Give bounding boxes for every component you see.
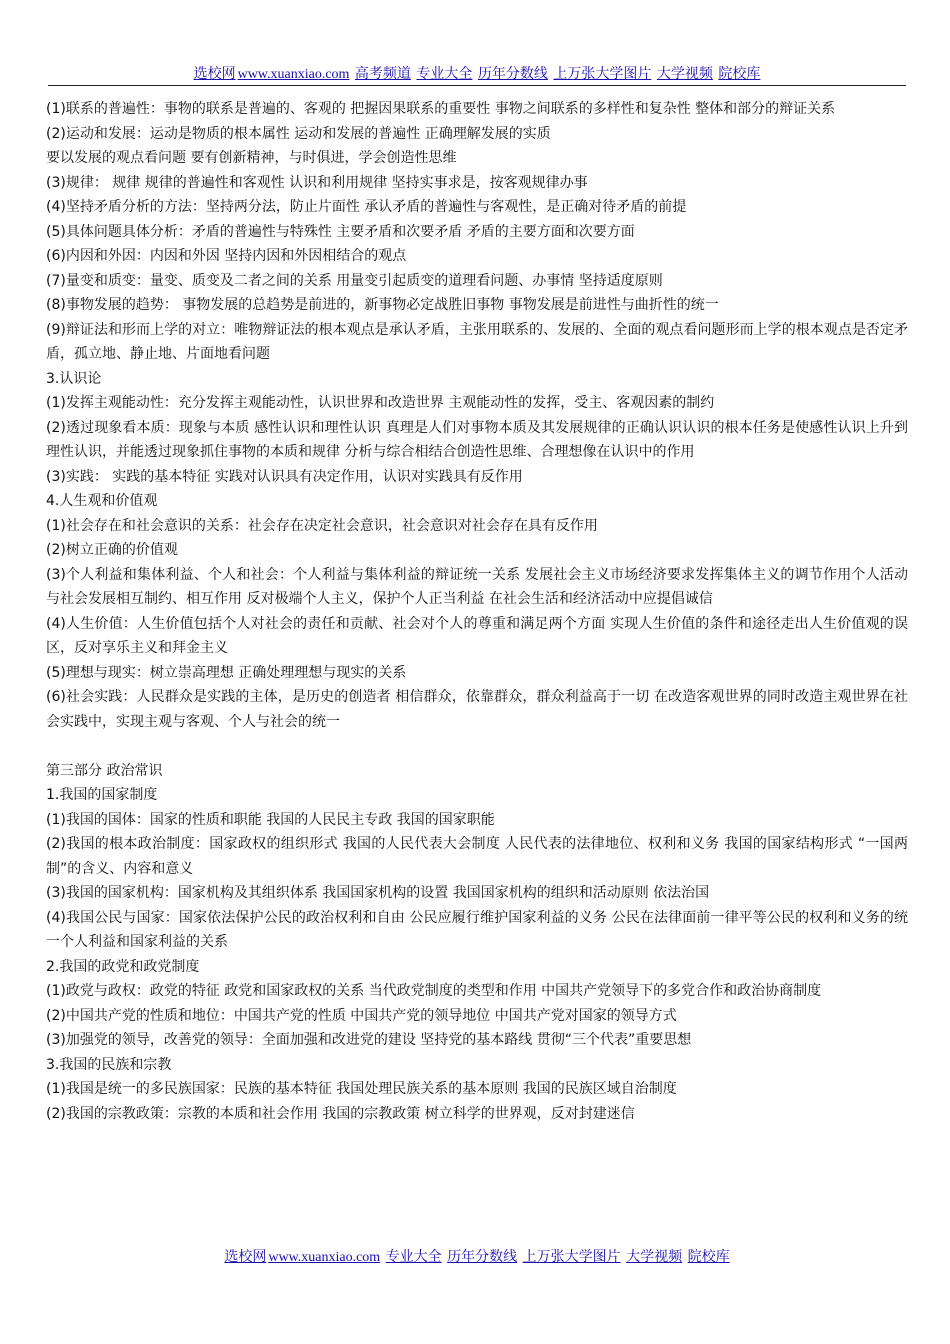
text-line: (8)事物发展的趋势： 事物发展的总趋势是前进的，新事物必定战胜旧事物 事物发展是前进性与曲折性的统一 [46,297,719,313]
text-line: (4)我国公民与国家：国家依法保护公民的政治权利和自由 公民应履行维护国家利益的义务 公民在法律面前一律平等公民的权利和义务的统一个人利益和国家利益的关系 [46,909,908,950]
text-line: (1)我国是统一的多民族国家：民族的基本特征 我国处理民族关系的基本原则 我国的民族区域自治制度 [46,1081,677,1097]
text-line: (4)人生价值：人生价值包括个人对社会的责任和贡献、社会对个人的尊重和满足两个方面 实现人生价值的条件和途径走出人生价值观的误区，反对享乐主义和拜金主义 [46,615,908,656]
text-line: (1)政党与政权：政党的特征 政党和国家政权的关系 当代政党制度的类型和作用 中国共产党领导下的多党合作和政治协商制度 [46,983,822,999]
text-line: (2)我国的宗教政策：宗教的本质和社会作用 我国的宗教政策 树立科学的世界观，反对封建迷信 [46,1105,635,1122]
text-line: (5)理想与现实：树立崇高理想 正确处理理想与现实的关系 [46,664,407,681]
text-line: (1)发挥主观能动性：充分发挥主观能动性，认识世界和改造世界 主观能动性的发挥，受主、客观因素的制约 [46,395,715,411]
header-link-site-url[interactable]: www.xuanxiao.com [237,67,350,82]
document-body [46,97,908,1126]
text-line: (3)加强党的领导，改善党的领导：全面加强和改进党的建设 坚持党的基本路线 贯彻“三个代表”重要思想 [46,1032,692,1048]
header-link-xuanxiao[interactable]: 选校网 [193,67,236,82]
text-line: (2)我国的根本政治制度：国家政权的组织形式 我国的人民代表大会制度 人民代表的法律地位、权利和义务 我国的国家结构形式 “一国两制”的含义、内容和意义 [46,836,908,877]
section-heading: 3.认识论 [46,370,102,387]
text-line: (3)我国的国家机构：国家机构及其组织体系 我国国家机构的设置 我国国家机构的组织和活动原则 依法治国 [46,885,710,901]
text-line: (2)中国共产党的性质和地位：中国共产党的性质 中国共产党的领导地位 中国共产党对国家的领导方式 [46,1007,677,1024]
part-heading: 第三部分 政治常识 [46,762,163,779]
text-line: (3)规律： 规律 规律的普遍性和客观性 认识和利用规律 坚持实事求是，按客观规律办事 [46,174,588,191]
text-line: (6)社会实践：人民群众是实践的主体，是历史的创造者 相信群众，依靠群众，群众利益高于一切 在改造客观世界的同时改造主观世界在社会实践中，实现主观与客观、个人与社会的统一 [46,689,908,730]
footer-link-site-url[interactable]: www.xuanxiao.com [268,1250,381,1265]
section-heading: 1.我国的国家制度 [46,787,158,803]
text-line: (2)运动和发展：运动是物质的根本属性 运动和发展的普遍性 正确理解发展的实质 [46,125,551,142]
section-heading: 2.我国的政党和政党制度 [46,958,200,975]
text-line: (5)具体问题具体分析：矛盾的普遍性与特殊性 主要矛盾和次要矛盾 矛盾的主要方面和次要方面 [46,223,635,240]
text-line: 要以发展的观点看问题 要有创新精神，与时俱进，学会创造性思维 [46,150,457,166]
text-line: (4)坚持矛盾分析的方法：坚持两分法，防止片面性 承认矛盾的普遍性与客观性，是正确对待矛盾的前提 [46,199,687,215]
header-link-videos[interactable]: 大学视频 [656,67,713,82]
footer-link-xuanxiao[interactable]: 选校网 [224,1250,267,1265]
header-link-majors[interactable]: 专业大全 [416,67,473,82]
text-line: (1)我国的国体：国家的性质和职能 我国的人民民主专政 我国的国家职能 [46,811,495,828]
footer-link-videos[interactable]: 大学视频 [626,1250,683,1265]
footer-link-scores[interactable]: 历年分数线 [447,1250,518,1265]
text-line: (2)透过现象看本质：现象与本质 感性认识和理性认识 真理是人们对事物本质及其发展规律的正确认识认识的根本任务是使感性认识上升到理性认识，并能透过现象抓住事物的本质和规律 分析与综合相结合创造性思维、合理想像在认识中的作用 [46,419,908,460]
header-link-scores[interactable]: 历年分数线 [477,67,548,82]
blank-line [46,734,908,759]
text-line: (2)树立正确的价值观 [46,542,178,558]
text-line: (7)量变和质变：量变、质变及二者之间的关系 用量变引起质变的道理看问题、办事情 坚持适度原则 [46,272,663,289]
section-heading: 4.人生观和价值观 [46,493,158,509]
text-line: (6)内因和外因：内因和外因 坚持内因和外因相结合的观点 [46,248,407,264]
text-line: (1)社会存在和社会意识的关系：社会存在决定社会意识，社会意识对社会存在具有反作用 [46,517,598,534]
text-line: (9)辩证法和形而上学的对立：唯物辩证法的根本观点是承认矛盾，主张用联系的、发展的、全面的观点看问题形而上学的根本观点是否定矛盾，孤立地、静止地、片面地看问题 [46,321,908,362]
footer-link-majors[interactable]: 专业大全 [385,1250,442,1265]
footer-link-colleges[interactable]: 院校库 [687,1250,730,1265]
header-link-colleges[interactable]: 院校库 [718,67,761,82]
text-line: (3)实践： 实践的基本特征 实践对认识具有决定作用，认识对实践具有反作用 [46,468,523,485]
footer-link-photos[interactable]: 上万张大学图片 [522,1250,621,1265]
page-header [48,66,906,86]
text-line: (3)个人利益和集体利益、个人和社会：个人利益与集体利益的辩证统一关系 发展社会主义市场经济要求发挥集体主义的调节作用个人活动与社会发展相互制约、相互作用 反对极端个人主义，保护个人正当利益 在社会生活和经济活动中应提倡诚信 [46,566,908,607]
page-footer [48,1249,906,1267]
text-line: (1)联系的普遍性：事物的联系是普遍的、客观的 把握因果联系的重要性 事物之间联系的多样性和复杂性 整体和部分的辩证关系 [46,101,836,117]
header-link-gaokao[interactable]: 高考频道 [354,67,411,82]
section-heading: 3.我国的民族和宗教 [46,1056,172,1073]
header-link-photos[interactable]: 上万张大学图片 [553,67,652,82]
